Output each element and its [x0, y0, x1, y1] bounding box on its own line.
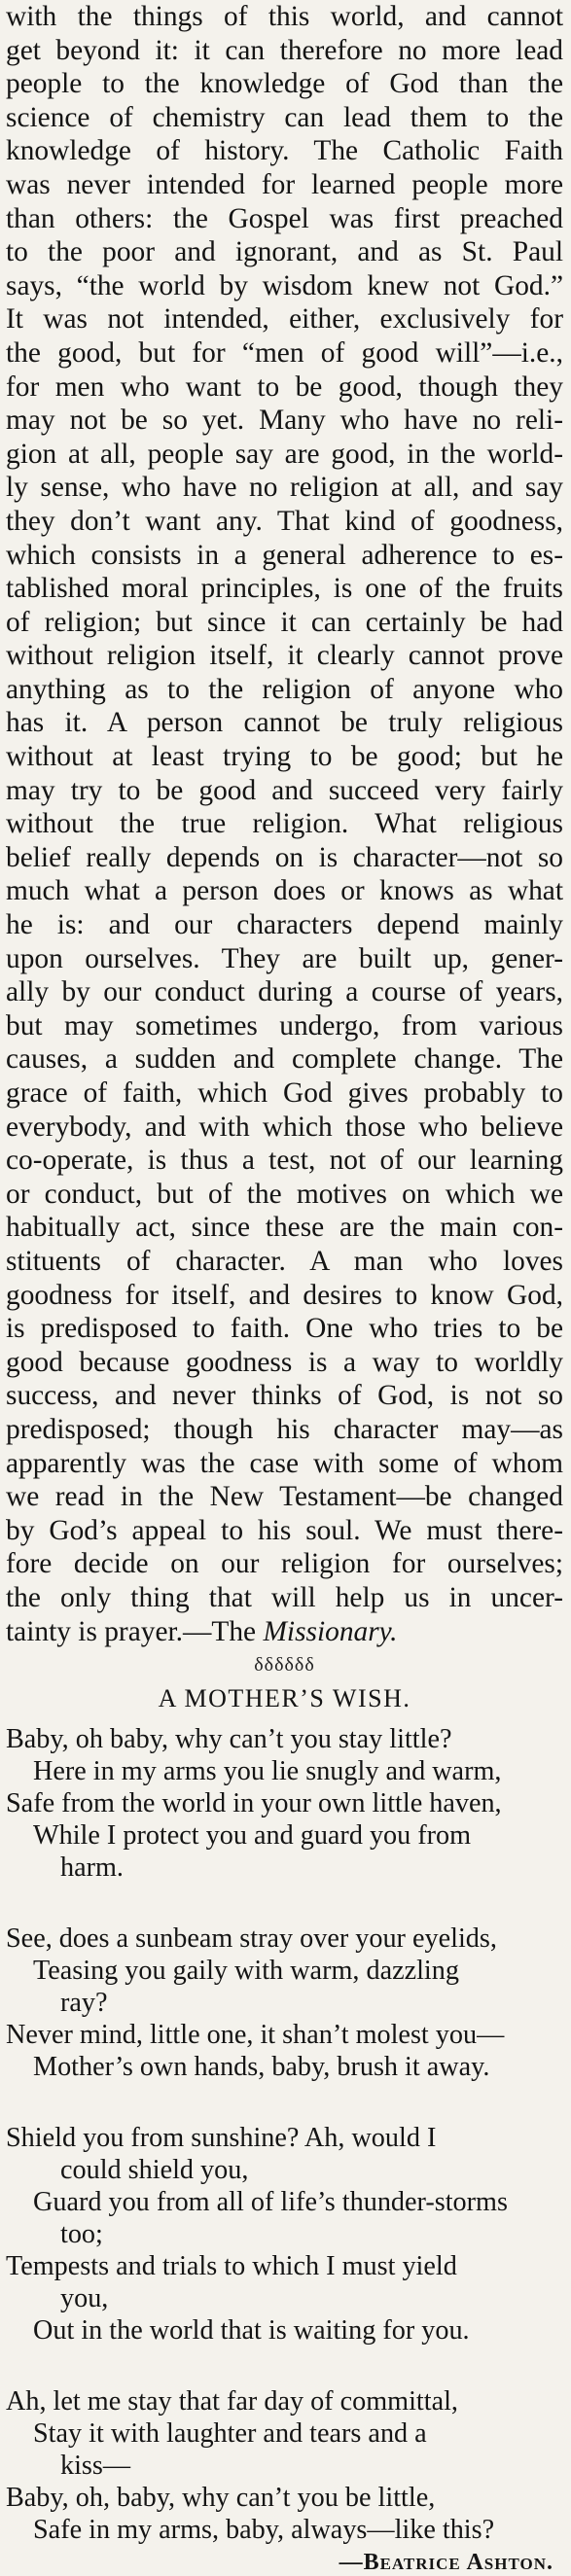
poem-line: Safe in my arms, baby, always—like this?: [33, 2515, 495, 2546]
article-line: success, and never thinks of God, is not so: [6, 1380, 563, 1412]
article-line: grace of faith, which God gives probably to: [6, 1077, 563, 1109]
article-line: science of chemistry can lead them to the: [6, 101, 563, 133]
poem-line: Out in the world that is waiting for you.: [33, 2315, 470, 2347]
article-line: goodness for itself, and desires to know God,: [6, 1279, 563, 1311]
poem-line: could shield you,: [60, 2155, 249, 2186]
poem-line: Baby, oh baby, why can’t you stay little?: [6, 1724, 452, 1755]
article-line: habitually act, since these are the main con-: [6, 1212, 563, 1244]
article-line: which consists in a general adherence to es-: [6, 539, 563, 571]
article-closing-text: tainty is prayer.—The: [6, 1615, 264, 1647]
article-line: of religion; but since it can certainly be had: [6, 606, 563, 638]
article-line: fore decide on our religion for ourselves;: [6, 1548, 563, 1580]
article-line: may not be so yet. Many who have no reli-: [6, 405, 563, 437]
article-line: says, “the world by wisdom knew not God.”: [6, 269, 563, 301]
article-line: ly sense, who have no religion at all, and say: [6, 472, 563, 504]
poem-title: A MOTHER’S WISH.: [158, 1684, 411, 1713]
article-body: [6, 0, 563, 1648]
article-line: It was not intended, either, exclusively for: [6, 303, 563, 335]
section-divider-ornament: δδδδδδ: [254, 1654, 315, 1676]
article-line: without religion itself, it clearly cannot prove: [6, 640, 563, 672]
poem-line: too;: [60, 2219, 103, 2250]
poem-line: Shield you from sunshine? Ah, would I: [6, 2123, 437, 2154]
poem-line: See, does a sunbeam stray over your eyelids,: [6, 1923, 497, 1955]
poem-line: harm.: [60, 1853, 124, 1884]
article-line: was never intended for learned people more: [6, 168, 563, 200]
article-line: anything as to the religion of anyone who: [6, 673, 563, 705]
article-line: causes, a sudden and complete change. The: [6, 1043, 563, 1076]
article-line: people to the knowledge of God than the: [6, 68, 563, 100]
article-line: co-operate, is thus a test, not of our learning: [6, 1145, 563, 1177]
article-line: or conduct, but of the motives on which we: [6, 1178, 563, 1210]
poem-stanza: [6, 2122, 563, 2347]
article-line: we read in the New Testament—be changed: [6, 1481, 563, 1513]
article-line: without at least trying to be good; but he: [6, 741, 563, 773]
article-line: the only thing that will help us in uncer-: [6, 1581, 563, 1613]
poem-line: Teasing you gaily with warm, dazzling: [33, 1956, 459, 1987]
article-line: apparently was the case with some of whom: [6, 1447, 563, 1479]
article-line: stituents of character. A man who loves: [6, 1245, 563, 1277]
article-line: with the things of this world, and cannot: [6, 1, 563, 32]
poem-line: Baby, oh, baby, why can’t you be little,: [6, 2483, 436, 2514]
poem-line: Stay it with laughter and tears and a: [33, 2418, 427, 2450]
poem-line: While I protect you and guard you from: [33, 1820, 472, 1852]
poem-line: Safe from the world in your own little haven,: [6, 1788, 502, 1819]
article-line: by God’s appeal to his soul. We must there-: [6, 1514, 563, 1546]
article-line: everybody, and with which those who believe: [6, 1111, 563, 1143]
article-line-final: [6, 1615, 563, 1649]
article-line: belief really depends on is character—not so: [6, 841, 563, 873]
poem-line: Guard you from all of life’s thunder-storms: [33, 2187, 508, 2218]
article-line: get beyond it: it can therefore no more lead: [6, 34, 563, 66]
poem-line: Never mind, little one, it shan’t molest you—: [6, 2020, 505, 2051]
poem-stanza: [6, 1723, 563, 1884]
article-line: is predisposed to faith. One who tries to be: [6, 1313, 563, 1345]
poem-stanza: [6, 2385, 563, 2546]
article-line: good because goodness is a way to worldly: [6, 1346, 563, 1378]
article-line: ally by our conduct during a course of years,: [6, 976, 563, 1008]
article-line: gion at all, people say are good, in the world-: [6, 438, 563, 470]
poem-body: [6, 1723, 563, 2546]
article-line: he is: and our characters depend mainly: [6, 909, 563, 941]
article-line: knowledge of history. The Catholic Faith: [6, 135, 563, 167]
poem-line: Tempests and trials to which I must yield: [6, 2251, 457, 2282]
article-line: has it. A person cannot be truly religious: [6, 707, 563, 739]
article-line: may try to be good and succeed very fairly: [6, 774, 563, 806]
article-line: they don’t want any. That kind of goodness,: [6, 505, 563, 537]
article-line: for men who want to be good, though they: [6, 371, 563, 403]
poem-line: Ah, let me stay that far day of committal,: [6, 2386, 458, 2417]
article-line: to the poor and ignorant, and as St. Paul: [6, 236, 563, 268]
article-line: tablished moral principles, is one of the fruits: [6, 573, 563, 605]
poem-line: Mother’s own hands, baby, brush it away.: [33, 2052, 490, 2083]
poem-line: ray?: [60, 1988, 108, 2019]
poem-attribution: —Beatrice Ashton.: [339, 2550, 553, 2576]
article-line: predisposed; though his character may—as: [6, 1413, 563, 1445]
article-line: than others: the Gospel was first preached: [6, 202, 563, 234]
poem-stanza: [6, 1923, 563, 2083]
article-line: without the true religion. What religious: [6, 808, 563, 840]
poem-line: kiss—: [60, 2451, 131, 2482]
article-line: the good, but for “men of good will”—i.e.,: [6, 336, 563, 369]
article-source: Missionary.: [263, 1615, 398, 1647]
article-line: much what a person does or knows as what: [6, 875, 563, 907]
article-line: upon ourselves. They are built up, gener-: [6, 942, 563, 974]
article-line: but may sometimes undergo, from various: [6, 1009, 563, 1041]
poem-line: you,: [60, 2283, 109, 2314]
poem-line: Here in my arms you lie snugly and warm,: [33, 1756, 502, 1787]
